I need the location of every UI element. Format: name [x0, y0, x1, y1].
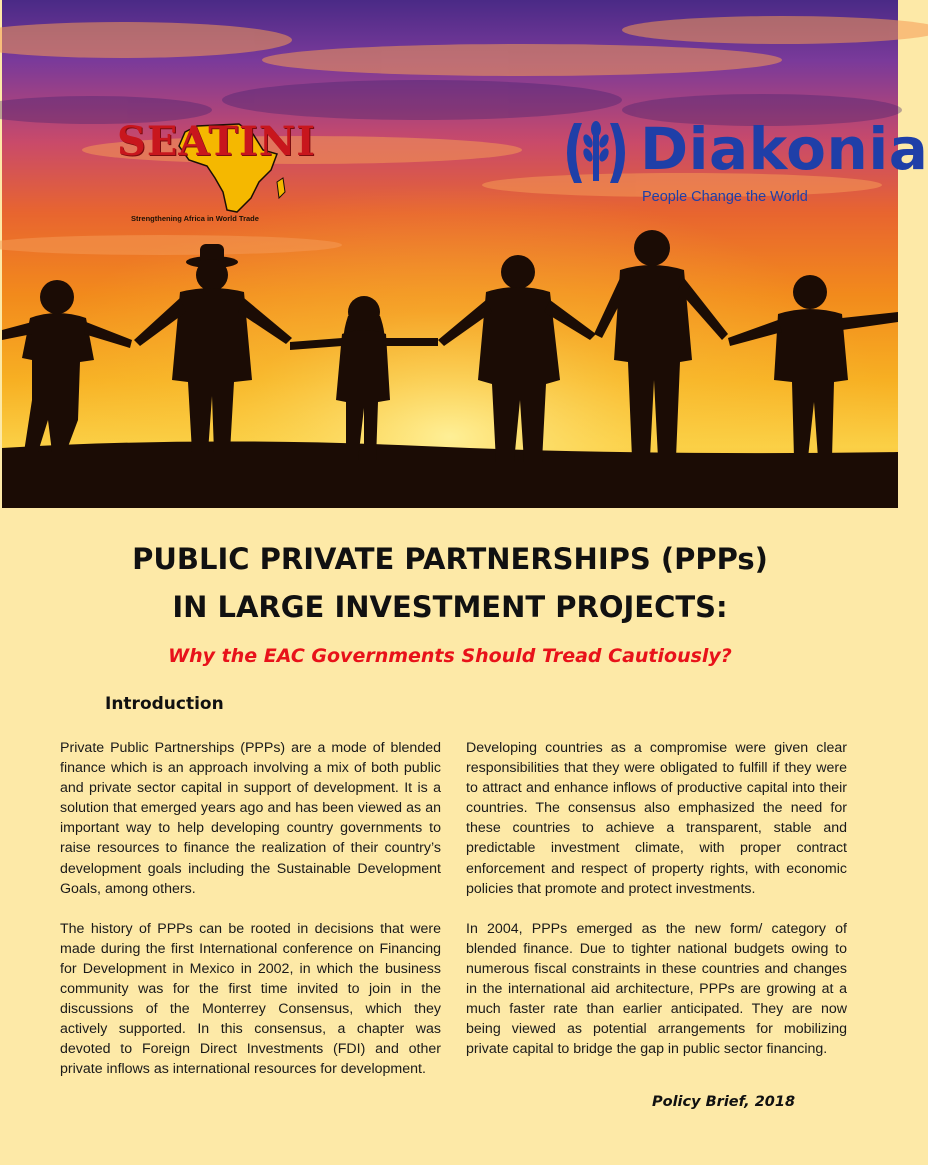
text-column-right	[466, 738, 847, 1079]
title-line-2: IN LARGE INVESTMENT PROJECTS:	[172, 590, 728, 624]
diakonia-slogan: People Change the World	[642, 189, 808, 205]
sunset-silhouette-illustration	[2, 0, 898, 508]
paragraph: Developing countries as a compromise were given clear responsibilities that they were obligated to fulfill if they were to attract and enhance inflows of productive capital into their countries. The consensus also emphasized the need for these countries to achieve a transparent, stable and predictable investment climate, with proper contract enforcement and respect of property rights, with economic policies that promote and protect investments.	[466, 740, 847, 897]
policy-brief-note: Policy Brief, 2018	[652, 1094, 796, 1110]
paragraph: Private Public Partnerships (PPPs) are a mode of blended finance which is an approach involving a mix of both public and private sector capital in support of development. It is a solution that emerged years ago and has been viewed as an important way to help developing country governments to raise resources to finance the realization of their country’s development goals including the Sustainable Development Goals, among others.	[60, 740, 441, 897]
section-heading-introduction: Introduction	[105, 694, 224, 714]
diakonia-wheat-emblem-icon	[560, 117, 632, 189]
document-title	[0, 535, 900, 631]
seatini-logo-text: SEATINI	[117, 118, 316, 165]
seatini-logo	[117, 118, 317, 228]
diakonia-logo	[558, 112, 928, 212]
title-line-1: PUBLIC PRIVATE PARTNERSHIPS (PPPs)	[132, 542, 768, 576]
paragraph: In 2004, PPPs emerged as the new form/ category of blended finance. Due to tighter national budgets owing to numerous fiscal constraints in these countries and changes in the international aid architecture, PPPs are growing at a much faster rate than earlier anticipated. They are now being viewed as potential arrangements for mobilizing private capital to bridge the gap in public sector financing.	[466, 920, 847, 1058]
diakonia-logo-text: Diakonia	[640, 115, 928, 183]
seatini-tagline: Strengthening Africa in World Trade	[131, 214, 259, 223]
paragraph: The history of PPPs can be rooted in decisions that were made during the first International conference on Financing for Development in Mexico in 2002, in which the business community was for the first time invited to join in the discussions of the Monterrey Consensus, which they actively supported. In this consensus, a chapter was devoted to Foreign Direct Investments (FDI) and other private inflows as international resources for development.	[60, 920, 441, 1078]
document-subtitle: Why the EAC Governments Should Tread Cautiously?	[168, 645, 732, 667]
text-column-left	[60, 738, 441, 1100]
hero-image	[2, 0, 928, 508]
